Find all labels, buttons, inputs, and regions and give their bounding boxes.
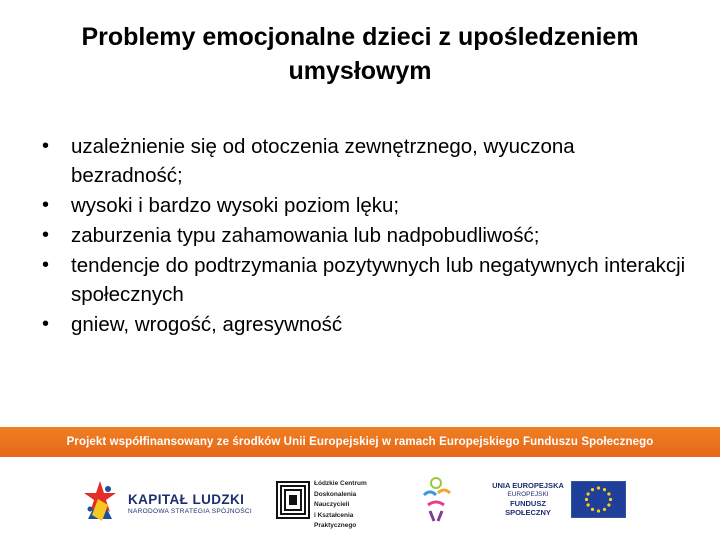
bullet-text: tendencje do podtrzymania pozytywnych lub negatywnych interakcji społecznych (71, 254, 686, 306)
eu-funding-banner (0, 427, 720, 457)
bullet-dot: • (42, 313, 50, 335)
bullet-item (40, 251, 690, 309)
bullet-dot: • (42, 135, 50, 157)
kapital-ludzki-logo (78, 475, 258, 527)
bullet-item (40, 191, 690, 220)
bullet-dot: • (42, 224, 50, 246)
slide-title: Problemy emocjonalne dzieci z upośledzeniem umysłowym (81, 23, 639, 85)
eu-logo (488, 481, 628, 521)
ccd-logo (276, 479, 386, 529)
bullet-text: zaburzenia typu zahamowania lub nadpobudliwość; (71, 224, 540, 247)
eu-flag-icon (571, 481, 626, 518)
eu-text (488, 481, 568, 517)
kapital-ludzki-subtitle: NARODOWA STRATEGIA SPÓJNOŚCI (128, 508, 252, 515)
eu-line3: FUNDUSZ SPOŁECZNY (505, 499, 551, 517)
ccd-line: Łódzkie Centrum (314, 480, 367, 487)
bullet-list (40, 132, 690, 340)
bullet-dot: • (42, 194, 50, 216)
eu-line2: EUROPEJSKI (507, 491, 549, 498)
logo-strip (0, 465, 720, 535)
bullet-item (40, 221, 690, 250)
colorful-figure-icon (416, 475, 456, 525)
banner-text: Projekt współfinansowany ze środków Unii Europejskiej w ramach Europejskiego Funduszu Społecznego (66, 436, 654, 448)
kapital-ludzki-title: KAPITAŁ LUDZKI (128, 492, 245, 507)
ccd-line: i Kształcenia Praktycznego (314, 511, 357, 529)
kapital-ludzki-star-icon (78, 475, 124, 527)
bullet-dot: • (42, 254, 50, 276)
bullet-text: wysoki i bardzo wysoki poziom lęku; (71, 194, 400, 217)
ccd-text (314, 479, 386, 532)
bullet-text: uzależnienie się od otoczenia zewnętrznego, wyuczona bezradność; (71, 135, 575, 187)
colorful-figure-logo (416, 475, 456, 525)
bullet-text: gniew, wrogość, agresywność (71, 313, 343, 336)
ccd-square-logo-icon (276, 481, 310, 519)
eu-line1: UNIA EUROPEJSKA (492, 481, 564, 490)
bullet-item (40, 310, 690, 339)
ccd-line: Doskonalenia Nauczycieli (314, 490, 357, 508)
bullet-item (40, 132, 690, 190)
